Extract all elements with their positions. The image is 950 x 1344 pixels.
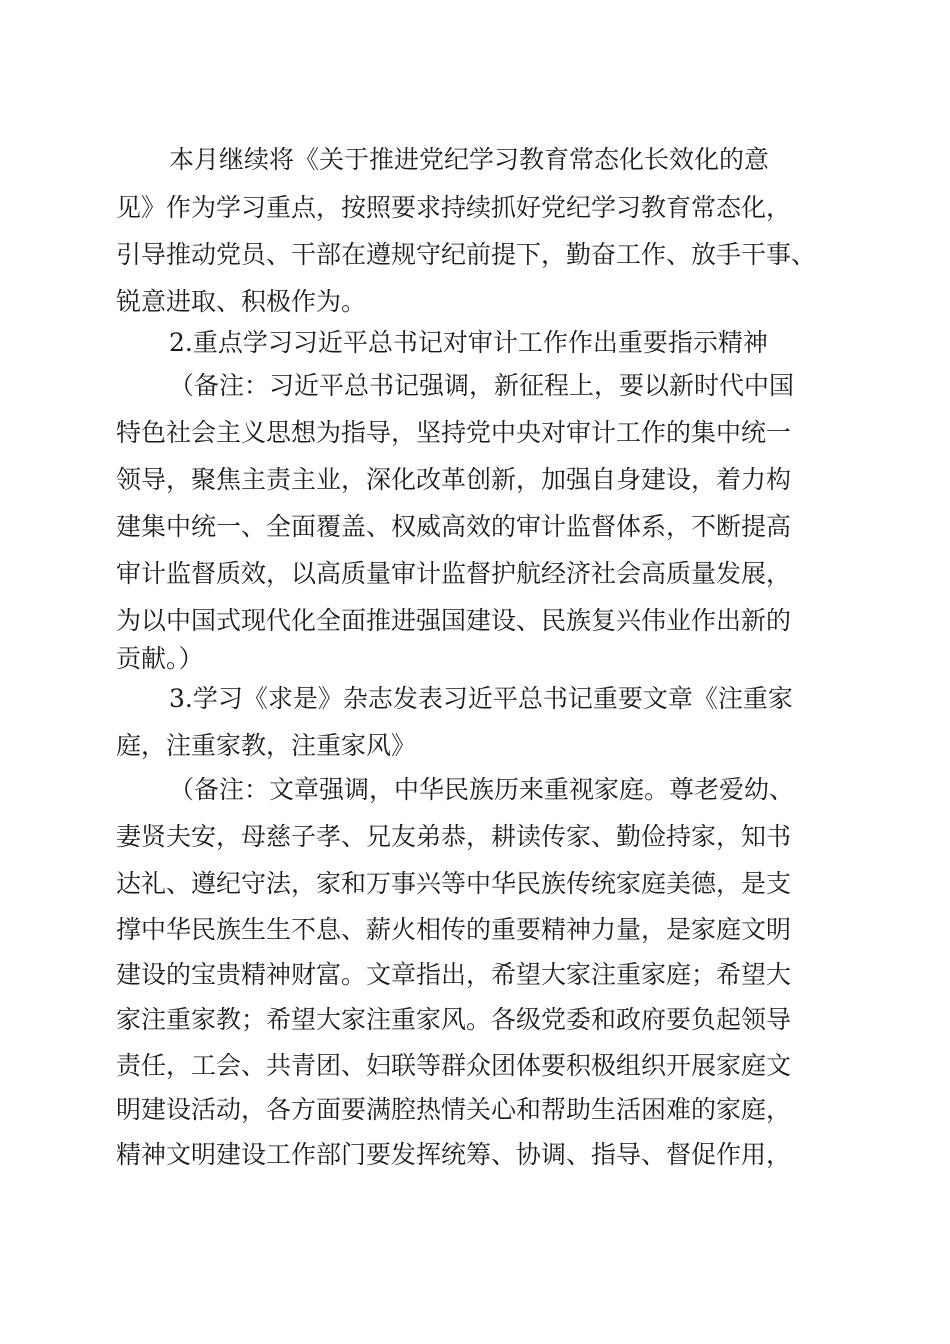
body-line: 特色社会主义思想为指导，坚持党中央对审计工作的集中统一 [116, 418, 792, 447]
body-line: 责任，工会、共青团、妇联等群众团体要积极组织开展家庭文 [116, 1051, 792, 1080]
body-line: 明建设活动，各方面要满腔热情关心和帮助生活困难的家庭， [116, 1095, 792, 1124]
body-line: 达礼、遵纪守法，家和万事兴等中华民族传统家庭美德，是支 [116, 869, 792, 898]
body-line: 妻贤夫安，母慈子孝、兄友弟恭，耕读传家、勤俭持家，知书 [116, 822, 792, 851]
section-heading-continued: 庭，注重家教，注重家风》 [116, 731, 417, 760]
body-line: 本月继续将《关于推进党纪学习教育常态化长效化的意 [169, 145, 770, 174]
body-line: 建集中统一、全面覆盖、权威高效的审计监督体系，不断提高 [116, 512, 792, 541]
body-line: （备注：文章强调，中华民族历来重视家庭。尊老爱幼、 [169, 775, 795, 804]
body-line: （备注：习近平总书记强调，新征程上，要以新时代中国 [169, 371, 795, 400]
body-line: 贡献。） [116, 644, 204, 673]
section-heading: 3.学习《求是》杂志发表习近平总书记重要文章《注重家 [169, 684, 793, 713]
body-line: 撑中华民族生生不息、薪火相传的重要精神力量，是家庭文明 [116, 915, 792, 944]
section-heading: 2.重点学习习近平总书记对审计工作作出重要指示精神 [169, 328, 768, 357]
body-line: 引导推动党员、干部在遵规守纪前提下，勤奋工作、放手干事、 [116, 240, 817, 269]
body-line: 审计监督质效，以高质量审计监督护航经济社会高质量发展， [116, 559, 792, 588]
body-line: 为以中国式现代化全面推进强国建设、民族复兴伟业作出新的 [116, 606, 792, 635]
body-line: 精神文明建设工作部门要发挥统筹、协调、指导、督促作用， [116, 1140, 792, 1169]
body-line: 建设的宝贵精神财富。文章指出，希望大家注重家庭；希望大 [116, 960, 792, 989]
body-line: 领导，聚焦主责主业，深化改革创新，加强自身建设，着力构 [116, 465, 792, 494]
body-line: 见》作为学习重点，按照要求持续抓好党纪学习教育常态化， [116, 193, 792, 222]
body-line: 家注重家教；希望大家注重家风。各级党委和政府要负起领导 [116, 1005, 792, 1034]
body-line: 锐意进取、积极作为。 [116, 287, 367, 316]
